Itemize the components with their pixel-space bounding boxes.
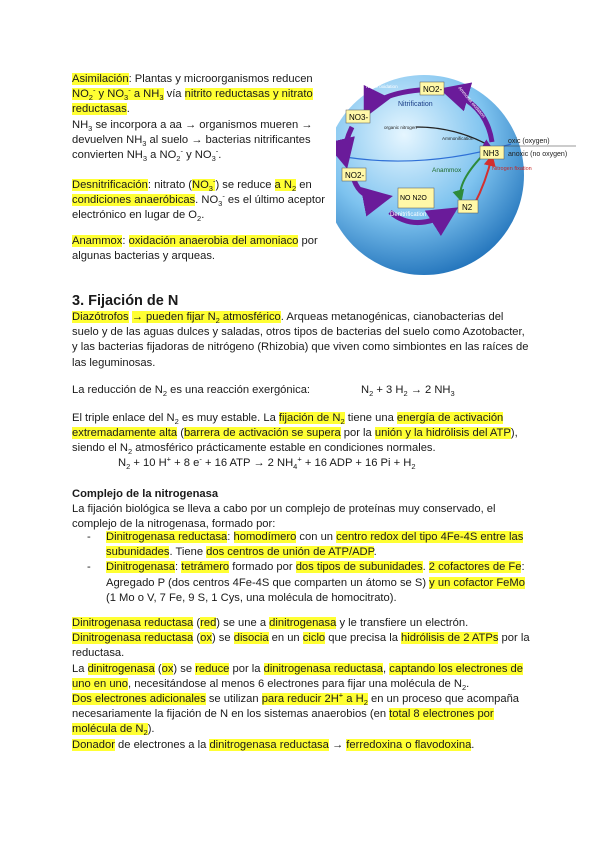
assimilation-paragraph: Asimilación: Plantas y microorganismos reducen $NO_2^-$ y $NO_3^-$ a $NH_3$ vía nitrito reductasas y nitrato reductasas. $NH_3$ se incorpora a aa → organismos mueren → devuelven $NH_3$ al suelo → bacterias nitrificantes convierten $NH_3$ a $NO_2^-$ y $NO_3^-$. — [72, 73, 313, 164]
ammonia-oxidation-label: Ammonia oxidation — [457, 85, 487, 119]
anammox-paragraph: Anammox: oxidación anaerobia del amoniaco por algunas bacterias y arqueas. — [72, 235, 318, 263]
anoxic-label: anoxic (no oxygen) — [508, 151, 568, 158]
list-item: - Dinitrogenasa reductasa: homodímero con un centro redox del tipo 4Fe-4S entre las subunidades. Tiene dos centros de unión de ATP/ADP. — [106, 530, 532, 560]
ammonification-label: Ammonification — [442, 136, 474, 141]
nitrite-oxidation-label: Nitrite oxidation — [366, 84, 398, 89]
denitrification-term: Desnitrificación — [72, 179, 148, 191]
denitrification-paragraph: Desnitrificación: nitrato $(NO_3^-)$ se reduce a $N_2$ en condiciones anaeróbicas. $NO_3^-$ es el último aceptor electrónico en lugar de $O_2$. — [72, 176, 325, 224]
node-nh3-label: NH3 — [483, 149, 500, 158]
mechanism-paragraph: Dinitrogenasa reductasa (red) se une a dinitrogenasa y le transfiere un electrón. Dinitrogenasa reductasa (ox) se disocia en un ciclo que precisa la hidrólisis de 2 ATPs por la reductasa. La dinitrogenasa (ox) se reduce por la dinitrogenasa reductasa, captando los electrones de uno en uno, necesitándose al menos 6 electrones para fijar una molécula de $N_2$. Dos electrones adicionales se utilizan para reducir 2H+ a $H_2$ en un proceso que acompaña necesariamente la fijación de N en los sistemas anaerobios (en total 8 electrones por molécula de $N_2$). Donador de electrones a la dinitrogenasa reductasa → ferredoxina o flavodoxina. — [72, 617, 530, 751]
diazotrophs-paragraph: Diazótrofos → pueden fijar $N_2$ atmosférico. Arqueas metanogénicas, cianobacterias del suelo y de las aguas dulces y saladas, otros tipos de bacterias del suelo como Azotobacter, y las bacterias fijadoras de nitrógeno (Rhizobia) que viven como simbiontes en las raíces de las leguminosas. — [72, 311, 529, 369]
node-no2-top-label: NO2- — [423, 85, 443, 94]
exergonic-line: La reducción de $N_2$ es una reacción exergónica: $N_2 + 3$ $H_2 \to 2$ $NH_3$ — [72, 384, 455, 399]
equation-1: $N_2 + 3$ $H_2 \to 2$ $NH_3$ — [361, 384, 455, 399]
node-no3-label: NO3- — [349, 113, 369, 122]
list-item: - Dinitrogenasa: tetrámero formado por dos tipos de subunidades. 2 cofactores de Fe: Agregado P (dos centros 4Fe-4S que comparten un átomo se S) y un cofactor FeMo (1 Mo o V, 7 Fe, 9 S, 1 Cys, una molécula de homocitrato). — [106, 560, 532, 606]
anammox-term: Anammox — [72, 235, 123, 247]
nitrification-label: Nitrification — [398, 101, 433, 108]
equation-2: $N_2 + 10$ H+ + 8 e- + 16 ATP → 2 $NH_4^+ + 16$ ADP + 16 $Pi + H_2$ — [118, 454, 416, 472]
complex-title: Complejo de la nitrogenasa — [72, 488, 219, 500]
node-n2-label: N2 — [462, 203, 473, 212]
section-title: 3. Fijación de N — [72, 293, 179, 309]
denitrification-label: Denitrification — [390, 212, 427, 218]
nitrogen-fixation-label: Nitrogen fixation — [492, 166, 532, 172]
node-no2-left-label: NO2- — [345, 171, 365, 180]
assimilation-label: Asimilación — [72, 73, 129, 85]
complex-intro: La fijación biológica se lleva a cabo por un complejo de proteínas muy conservado, el complejo de la nitrogenasa, formado por: — [72, 503, 496, 531]
diazotrophs-term: Diazótrofos — [72, 311, 129, 323]
organic-nitrogen-label: organic nitrogen — [384, 125, 417, 130]
anammox-label: Anammox — [432, 167, 462, 174]
complex-list — [72, 530, 532, 606]
nitrogen-cycle-diagram — [336, 72, 590, 278]
triple-bond-paragraph: El triple enlace del $N_2$ es muy estable. La fijación de $N_2$ tiene una energía de activación extremadamente alta (barrera de activación se supera por la unión y la hidrólisis del ATP), siendo el $N_2$ atmosférico prácticamente estable en condiciones normales. — [72, 412, 518, 457]
node-no-n2o-label: NO N2O — [400, 195, 427, 202]
oxic-label: oxic (oxygen) — [508, 138, 550, 145]
